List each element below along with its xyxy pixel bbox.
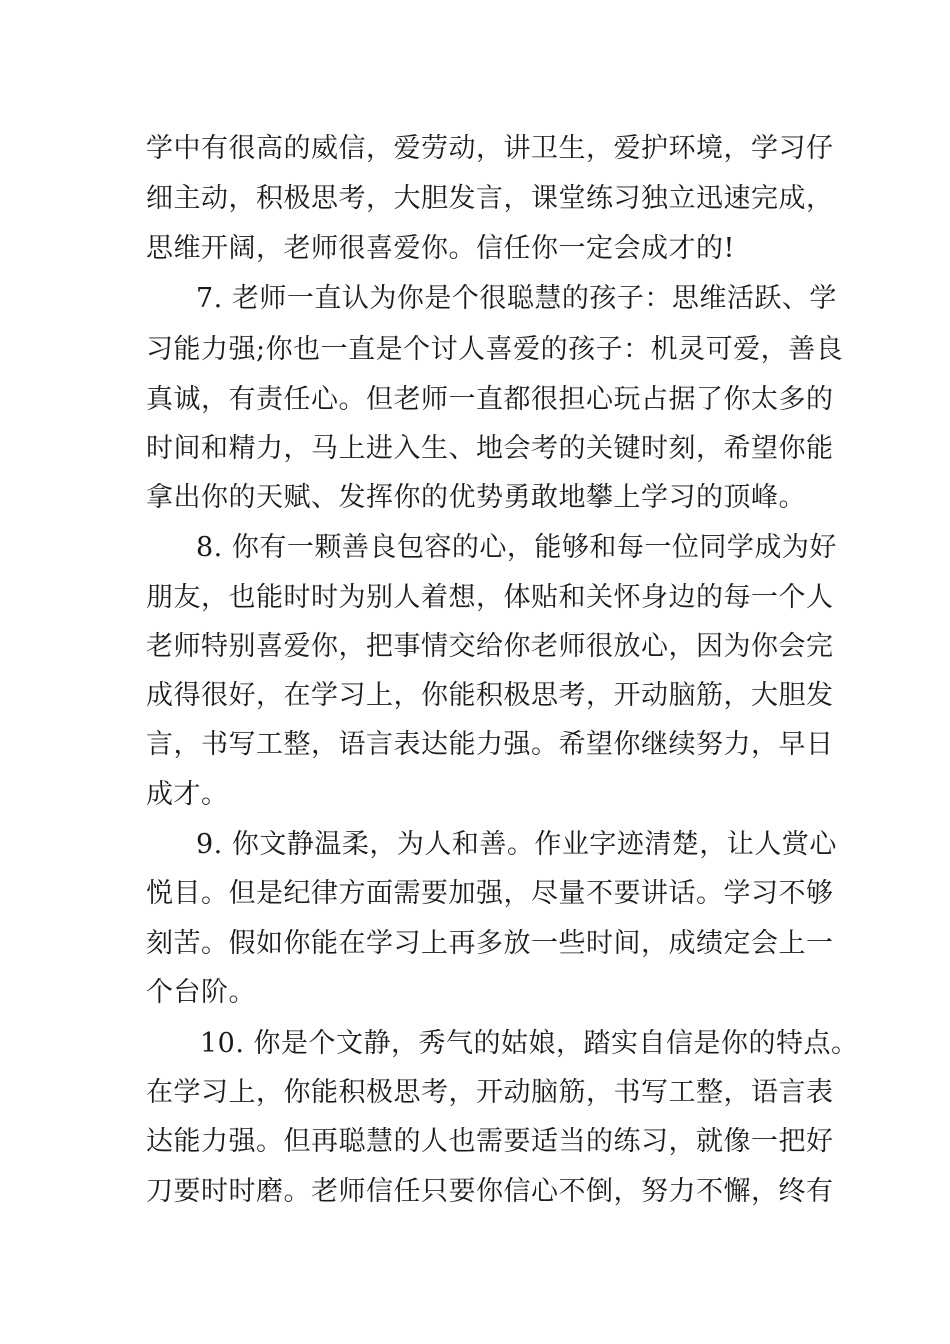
text-line: 老师特别喜爱你，把事情交给你老师很放心，因为你会完 — [146, 631, 834, 662]
text-line: 真诚，有责任心。但老师一直都很担心玩占据了你太多的 — [146, 384, 834, 415]
paragraph-7-start: 7. 老师一直认为你是个很聪慧的孩子：思维活跃、学 — [196, 283, 837, 314]
text-line: 思维开阔，老师很喜爱你。信任你一定会成才的! — [146, 233, 735, 264]
text-line: 悦目。但是纪律方面需要加强，尽量不要讲话。学习不够 — [146, 878, 834, 909]
text-line: 达能力强。但再聪慧的人也需要适当的练习，就像一把好 — [146, 1126, 834, 1157]
paragraph-10-start: 10. 你是个文静，秀气的姑娘，踏实自信是你的特点。 — [200, 1028, 859, 1059]
text-line: 细主动，积极思考，大胆发言，课堂练习独立迅速完成， — [146, 183, 834, 214]
text-line: 习能力强;你也一直是个讨人喜爱的孩子：机灵可爱，善良 — [146, 334, 844, 365]
paragraph-8-start: 8. 你有一颗善良包容的心，能够和每一位同学成为好 — [196, 532, 837, 563]
text-line: 学中有很高的威信，爱劳动，讲卫生，爱护环境，学习仔 — [146, 133, 834, 164]
text-line: 成得很好，在学习上，你能积极思考，开动脑筋，大胆发 — [146, 680, 834, 711]
text-line: 在学习上，你能积极思考，开动脑筋，书写工整，语言表 — [146, 1077, 834, 1108]
text-line: 朋友，也能时时为别人着想，体贴和关怀身边的每一个人 — [146, 582, 834, 613]
text-line: 时间和精力，马上进入生、地会考的关键时刻，希望你能 — [146, 433, 834, 464]
text-line: 成才。 — [146, 779, 229, 810]
paragraph-9-start: 9. 你文静温柔，为人和善。作业字迹清楚，让人赏心 — [196, 829, 837, 860]
text-line: 刻苦。假如你能在学习上再多放一些时间，成绩定会上一 — [146, 928, 834, 959]
text-line: 刀要时时磨。老师信任只要你信心不倒，努力不懈，终有 — [146, 1176, 834, 1207]
text-line: 拿出你的天赋、发挥你的优势勇敢地攀上学习的顶峰。 — [146, 482, 806, 513]
text-line: 言，书写工整，语言表达能力强。希望你继续努力，早日 — [146, 729, 834, 760]
text-line: 个台阶。 — [146, 977, 256, 1008]
